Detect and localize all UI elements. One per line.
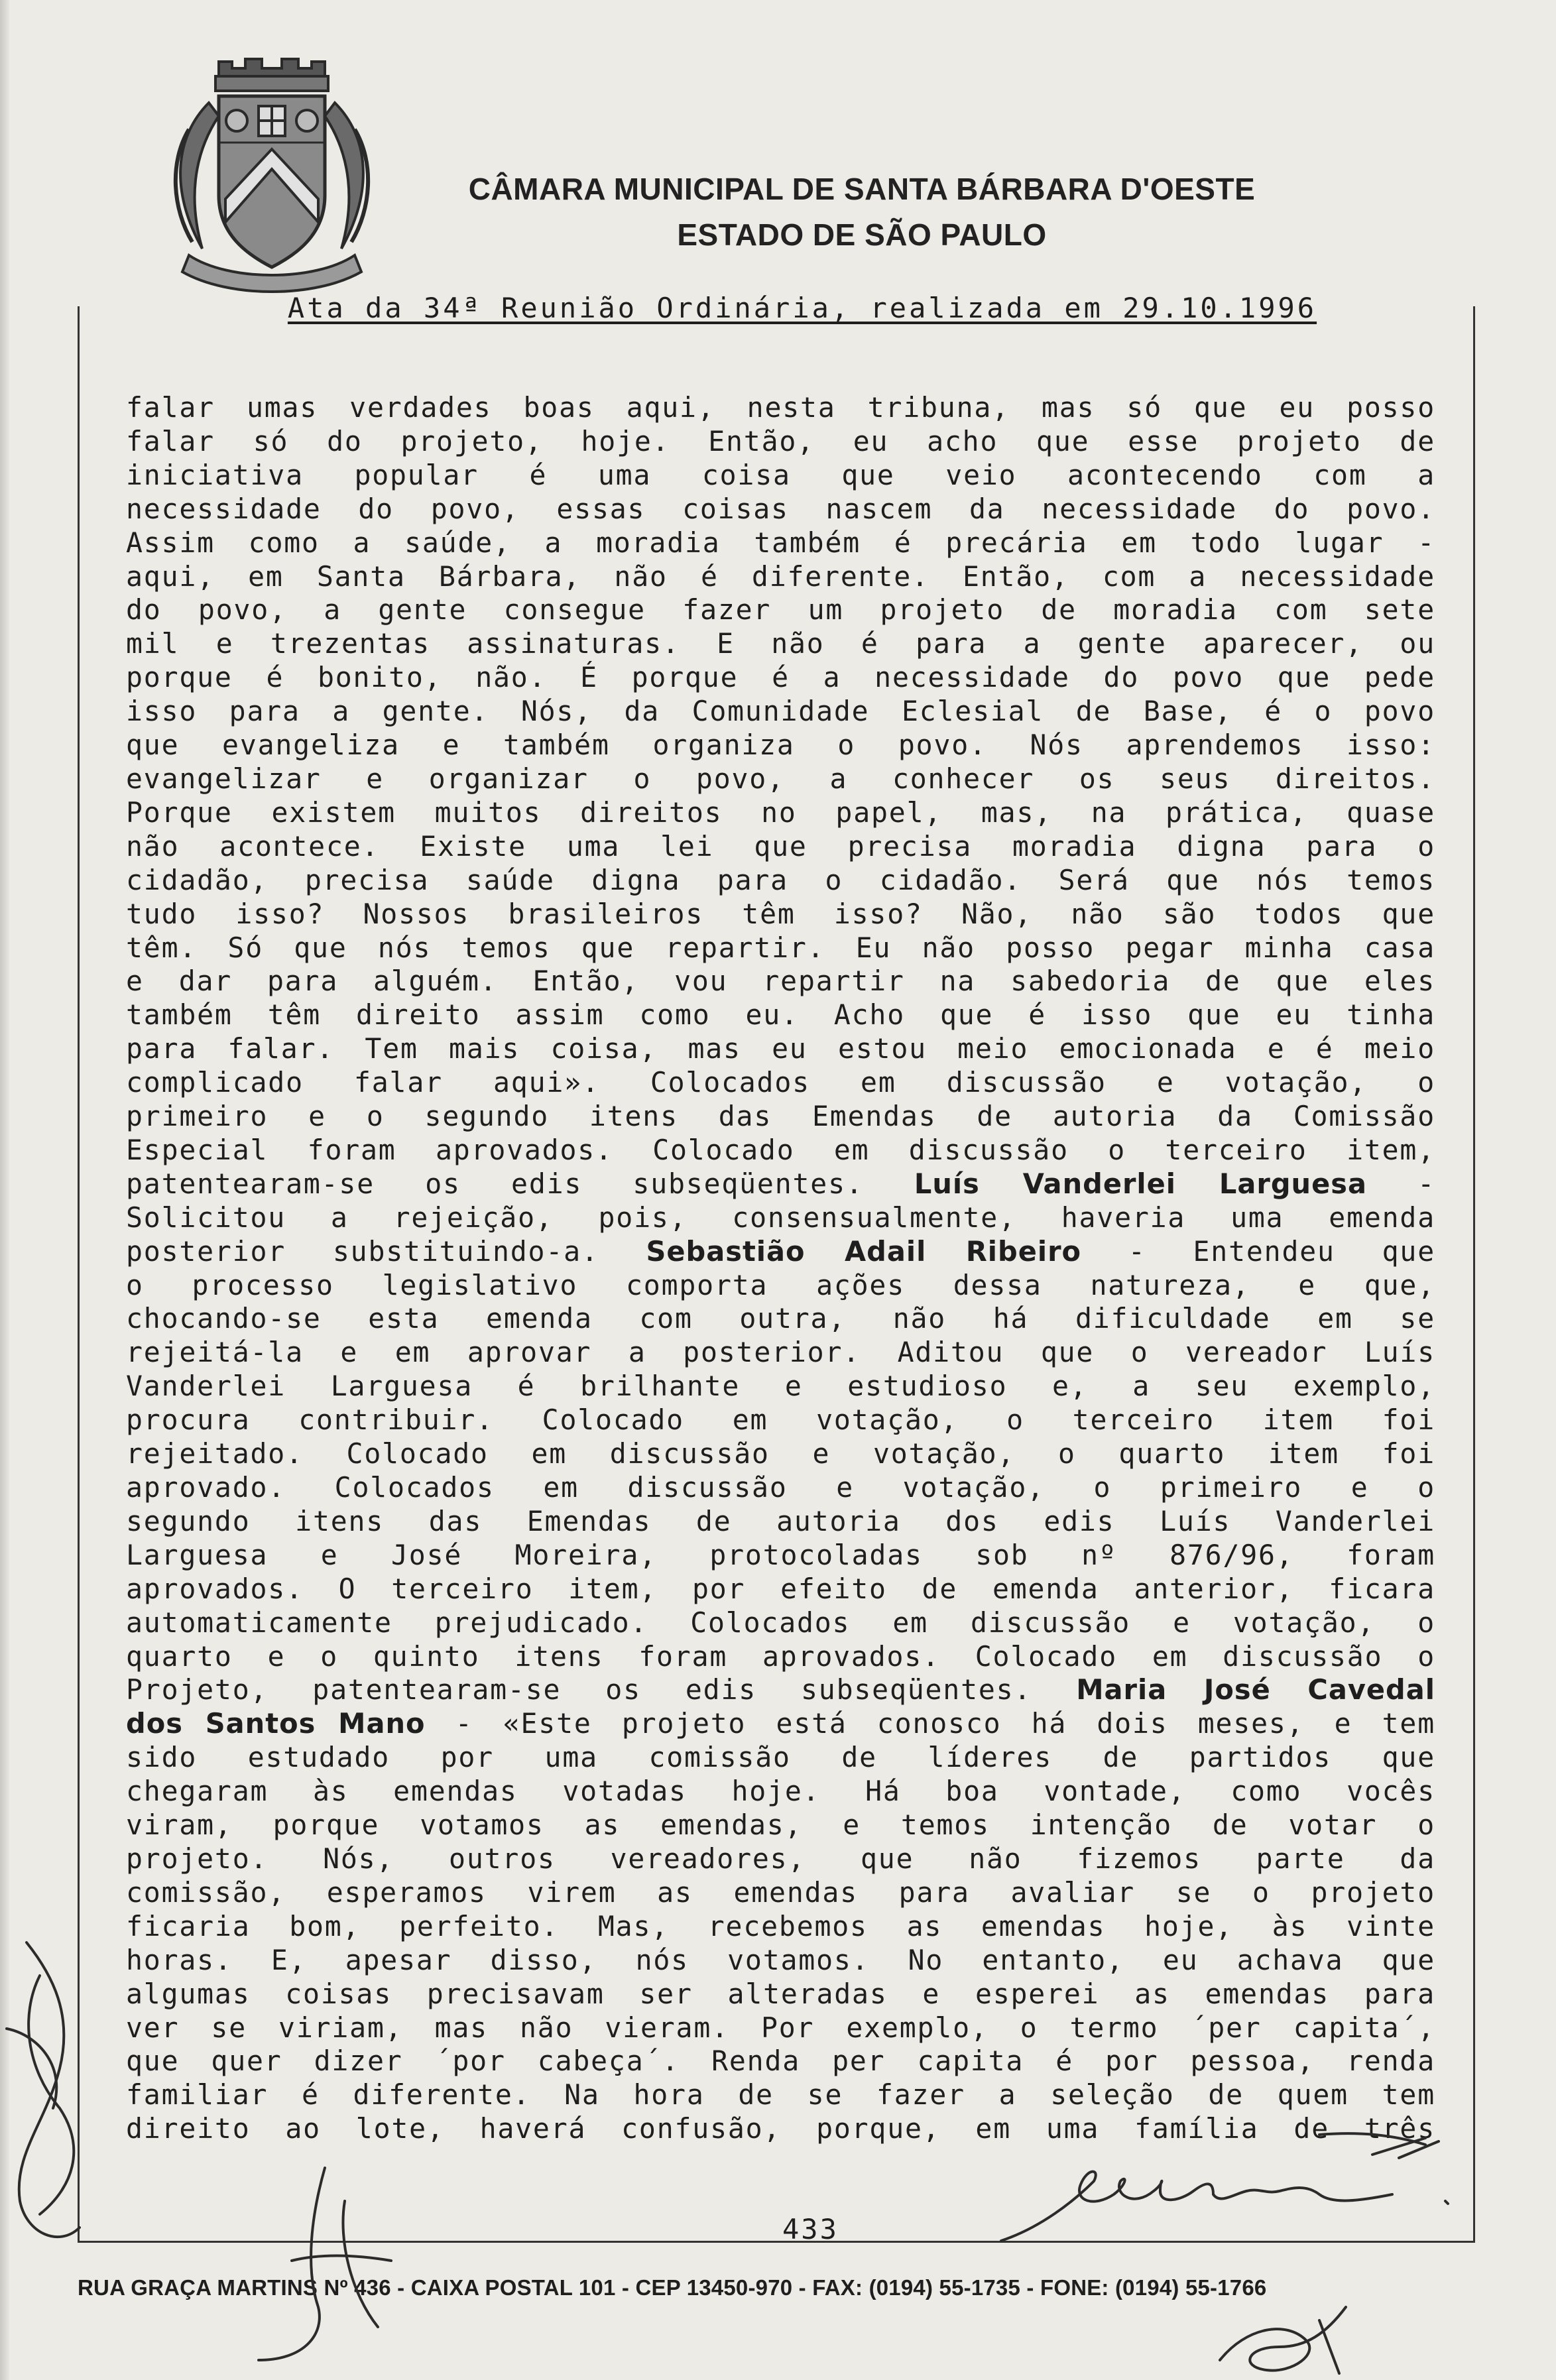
text-segment: Projeto, patentearam-se os edis subseqüentes. xyxy=(126,1673,1077,1706)
footer-address: RUA GRAÇA MARTINS Nº 436 - CAIXA POSTAL 101 - CEP 13450-970 - FAX: (0194) 55-1735 - FONE: (0194) 55-1766 xyxy=(78,2275,1267,2300)
text-segment: o processo legislativo comporta ações dessa natureza, e que, xyxy=(126,1268,1435,1301)
org-name: CÂMARA MUNICIPAL DE SANTA BÁRBARA D'OESTE xyxy=(468,172,1256,206)
text-line xyxy=(126,1505,1435,1539)
text-segment: segundo itens das Emendas de autoria dos edis Luís Vanderlei xyxy=(126,1504,1435,1537)
text-line xyxy=(126,1809,1435,1842)
text-line xyxy=(126,1370,1435,1403)
text-line xyxy=(126,526,1435,560)
text-line xyxy=(126,661,1435,695)
text-segment: ficaria bom, perfeito. Mas, recebemos as emendas hoje, às vinte xyxy=(126,1909,1435,1942)
text-segment: comissão, esperamos virem as emendas para avaliar se o projeto xyxy=(126,1875,1435,1909)
text-segment: patentearam-se os edis subseqüentes. xyxy=(126,1167,914,1200)
text-segment: Especial foram aprovados. Colocado em discussão o terceiro item, xyxy=(126,1133,1435,1166)
text-line xyxy=(126,1302,1435,1336)
text-segment: procura contribuir. Colocado em votação, o terceiro item foi xyxy=(126,1403,1435,1437)
text-line xyxy=(126,425,1435,459)
text-line xyxy=(126,459,1435,493)
text-line xyxy=(126,931,1435,965)
text-segment: rejeitado. Colocado em discussão e votação, o quarto item foi xyxy=(126,1437,1435,1470)
text-line xyxy=(126,1978,1435,2011)
text-segment: Assim como a saúde, a moradia também é precária em todo lugar - xyxy=(126,526,1435,559)
text-line xyxy=(126,1066,1435,1100)
speaker-name: Maria José Cavedal xyxy=(1076,1673,1435,1706)
text-segment: - Entendeu que xyxy=(1081,1234,1435,1268)
text-segment: posterior substituindo-a. xyxy=(126,1234,646,1268)
text-segment: - «Este projeto está conosco há dois meses, e tem xyxy=(425,1707,1435,1740)
text-segment: complicado falar aqui». Colocados em discussão e votação, o xyxy=(126,1066,1435,1099)
text-line xyxy=(126,593,1435,627)
text-line xyxy=(126,1606,1435,1640)
speaker-name: Luís Vanderlei Larguesa xyxy=(914,1167,1367,1200)
text-line xyxy=(126,864,1435,898)
text-segment: Vanderlei Larguesa é brilhante e estudioso e, a seu exemplo, xyxy=(126,1370,1435,1403)
text-line xyxy=(126,2011,1435,2045)
text-segment: para falar. Tem mais coisa, mas eu estou meio emocionada e é meio xyxy=(126,1032,1435,1065)
text-line xyxy=(126,830,1435,864)
text-segment: sido estudado por uma comissão de líderes de partidos que xyxy=(126,1741,1435,1774)
text-segment: familiar é diferente. Na hora de se fazer a seleção de quem tem xyxy=(126,2078,1435,2112)
text-line xyxy=(126,1336,1435,1370)
text-segment: rejeitá-la e em aprovar a posterior. Aditou que o vereador Luís xyxy=(126,1336,1435,1369)
text-line xyxy=(126,1539,1435,1573)
text-line xyxy=(126,1741,1435,1775)
minutes-body-text xyxy=(126,391,1435,2146)
text-segment: aprovados. O terceiro item, por efeito de emenda anterior, ficara xyxy=(126,1572,1435,1605)
text-segment: viram, porque votamos as emendas, e temos intenção de votar o xyxy=(126,1809,1435,1842)
handwritten-signature-bottom-right xyxy=(961,2128,1478,2254)
text-line xyxy=(126,1944,1435,1978)
text-line xyxy=(126,1673,1435,1707)
text-line xyxy=(126,1471,1435,1505)
text-line xyxy=(126,998,1435,1032)
text-line xyxy=(126,2045,1435,2078)
text-segment: horas. E, apesar disso, nós votamos. No entanto, eu achava que xyxy=(126,1943,1435,1976)
frame-right-border xyxy=(1473,306,1475,2242)
text-line xyxy=(126,1910,1435,1944)
handwritten-initials-bottom xyxy=(1207,2300,1372,2380)
text-line xyxy=(126,1403,1435,1437)
text-segment: iniciativa popular é uma coisa que veio acontecendo com a xyxy=(126,458,1435,491)
text-segment: falar só do projeto, hoje. Então, eu acho que esse projeto de xyxy=(126,424,1435,457)
text-line xyxy=(126,1573,1435,1606)
text-line xyxy=(126,1640,1435,1674)
text-segment: mil e trezentas assinaturas. E não é para a gente aparecer, ou xyxy=(126,627,1435,660)
text-segment: e dar para alguém. Então, vou repartir na sabedoria de que eles xyxy=(126,965,1435,998)
text-segment: também têm direito assim como eu. Acho que é isso que eu tinha xyxy=(126,998,1435,1032)
text-line xyxy=(126,729,1435,762)
text-line xyxy=(126,898,1435,931)
text-segment: não acontece. Existe uma lei que precisa moradia digna para o xyxy=(126,829,1435,863)
text-line xyxy=(126,1134,1435,1167)
text-segment: que evangeliza e também organiza o povo. Nós aprendemos isso: xyxy=(126,729,1435,762)
text-line xyxy=(126,762,1435,796)
text-line xyxy=(126,1876,1435,1910)
text-segment: cidadão, precisa saúde digna para o cidadão. Será que nós temos xyxy=(126,863,1435,896)
text-line xyxy=(126,1235,1435,1269)
coat-of-arms-icon xyxy=(162,56,381,298)
text-line xyxy=(126,560,1435,594)
handwritten-initials-bottom-left xyxy=(239,2161,398,2373)
text-segment: algumas coisas precisavam ser alteradas e esperei as emendas para xyxy=(126,1977,1435,2010)
text-line xyxy=(126,1167,1435,1201)
text-line xyxy=(126,1201,1435,1235)
text-segment: porque é bonito, não. É porque é a necessidade do povo que pede xyxy=(126,661,1435,694)
page-number: 433 xyxy=(782,2213,839,2245)
text-line xyxy=(126,391,1435,425)
text-segment: do povo, a gente consegue fazer um projeto de moradia com sete xyxy=(126,593,1435,626)
text-segment: aqui, em Santa Bárbara, não é diferente. Então, com a necessidade xyxy=(126,560,1435,593)
text-segment: projeto. Nós, outros vereadores, que não fizemos parte da xyxy=(126,1842,1435,1875)
text-segment: tudo isso? Nossos brasileiros têm isso? Não, não são todos que xyxy=(126,897,1435,930)
text-segment: necessidade do povo, essas coisas nascem da necessidade do povo. xyxy=(126,492,1435,525)
text-line xyxy=(126,965,1435,998)
text-line xyxy=(126,695,1435,729)
text-segment: Porque existem muitos direitos no papel, mas, na prática, quase xyxy=(126,796,1435,829)
text-segment: ver se viriam, mas não vieram. Por exemplo, o termo ´per capita´, xyxy=(126,2011,1435,2044)
text-segment: direito ao lote, haverá confusão, porque, em uma família de três xyxy=(126,2112,1435,2145)
text-line xyxy=(126,1269,1435,1303)
text-line xyxy=(126,1842,1435,1876)
text-segment: que quer dizer ´por cabeça´. Renda per capita é por pessoa, renda xyxy=(126,2045,1435,2078)
text-segment: primeiro e o segundo itens das Emendas de autoria da Comissão xyxy=(126,1100,1435,1133)
speaker-name: dos Santos Mano xyxy=(126,1707,426,1740)
text-segment: evangelizar e organizar o povo, a conhecer os seus direitos. xyxy=(126,762,1435,795)
text-segment: têm. Só que nós temos que repartir. Eu não posso pegar minha casa xyxy=(126,931,1435,964)
minutes-title: Ata da 34ª Reunião Ordinária, realizada em 29.10.1996 xyxy=(287,292,1317,324)
text-line xyxy=(126,627,1435,661)
text-segment: Larguesa e José Moreira, protocoladas sob nº 876/96, foram xyxy=(126,1538,1435,1571)
state-name: ESTADO DE SÃO PAULO xyxy=(677,217,1047,252)
text-line xyxy=(126,493,1435,526)
text-line xyxy=(126,796,1435,830)
text-segment: isso para a gente. Nós, da Comunidade Eclesial de Base, é o povo xyxy=(126,695,1435,728)
text-line xyxy=(126,1775,1435,1809)
handwritten-signature-left-margin xyxy=(0,1936,133,2254)
text-segment: chocando-se esta emenda com outra, não há dificuldade em se xyxy=(126,1302,1435,1335)
text-line xyxy=(126,1707,1435,1741)
text-segment: automaticamente prejudicado. Colocados em discussão e votação, o xyxy=(126,1606,1435,1639)
speaker-name: Sebastião Adail Ribeiro xyxy=(646,1234,1082,1268)
text-segment: - xyxy=(1366,1167,1435,1200)
text-segment: falar umas verdades boas aqui, nesta tribuna, mas só que eu posso xyxy=(126,391,1435,424)
text-line xyxy=(126,2078,1435,2112)
text-segment: chegaram às emendas votadas hoje. Há boa vontade, como vocês xyxy=(126,1775,1435,1808)
text-line xyxy=(126,1437,1435,1471)
text-line xyxy=(126,1100,1435,1134)
text-segment: aprovado. Colocados em discussão e votação, o primeiro e o xyxy=(126,1471,1435,1504)
text-segment: Solicitou a rejeição, pois, consensualmente, haveria uma emenda xyxy=(126,1201,1435,1234)
text-line xyxy=(126,1032,1435,1066)
text-segment: quarto e o quinto itens foram aprovados. Colocado em discussão o xyxy=(126,1639,1435,1673)
